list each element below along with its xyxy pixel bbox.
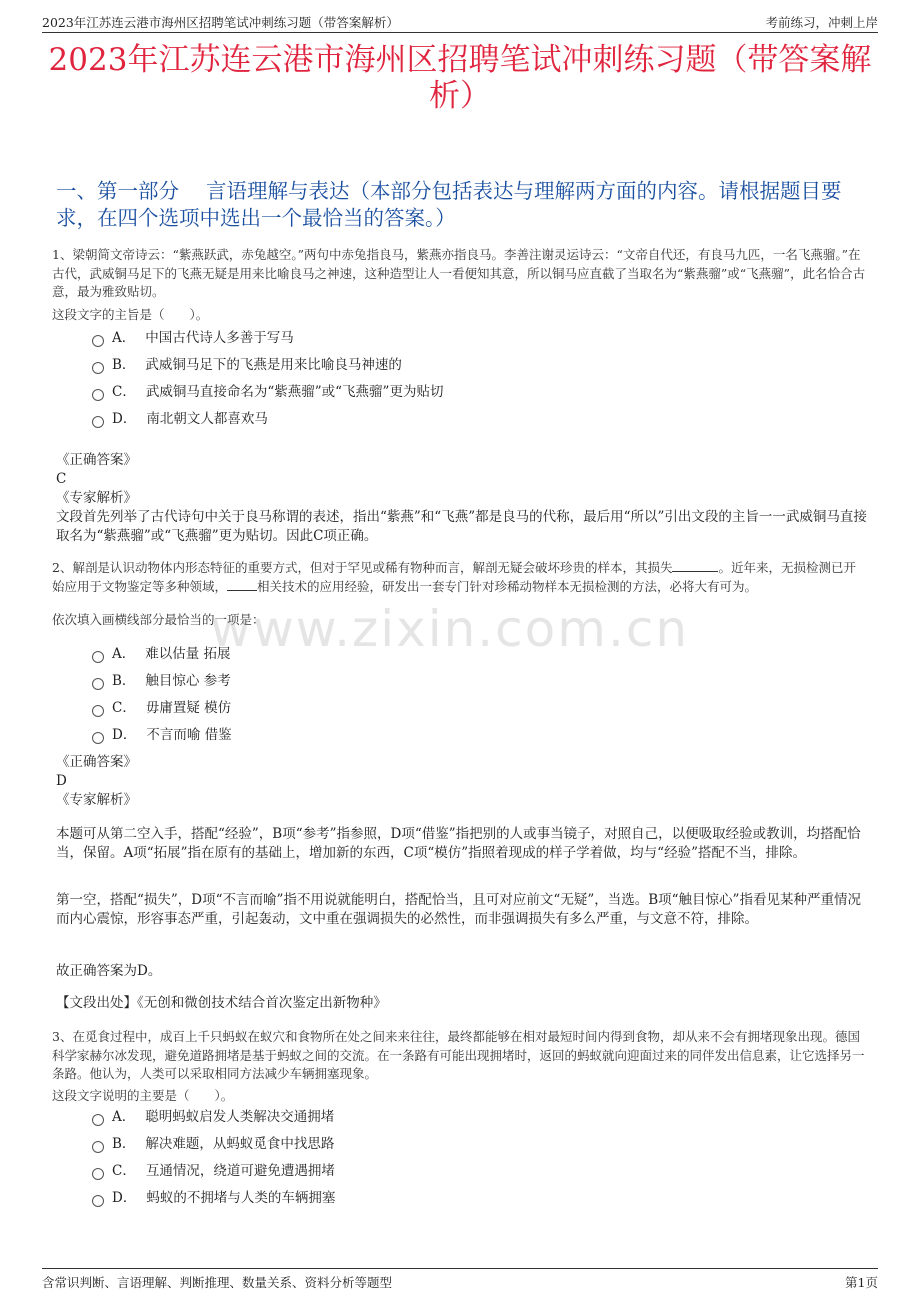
section-heading: 一、第一部分 言语理解与表达（本部分包括表达与理解两方面的内容。请根据题目要求，在四个选项中选出一个最恰当的答案。）	[56, 179, 842, 230]
question-2-options	[92, 645, 232, 753]
radio-icon[interactable]	[92, 1141, 104, 1153]
option-d[interactable]: D． 南北朝文人都喜欢马	[92, 410, 443, 437]
fill-blank-2	[227, 590, 257, 591]
radio-icon[interactable]	[92, 732, 104, 744]
option-b[interactable]: B． 武威铜马足下的飞燕是用来比喻良马神速的	[92, 356, 443, 383]
analysis-conclusion: 故正确答案为D。	[56, 963, 162, 979]
question-2-ask: 依次填入画横线部分最恰当的一项是：	[52, 612, 265, 627]
radio-icon[interactable]	[92, 1168, 104, 1180]
option-a[interactable]: A． 中国古代诗人多善于写马	[92, 329, 443, 356]
question-2-stem: 2、解剖是认识动物体内形态特征的重要方式，但对于罕见或稀有物种而言，解剖无疑会破坏珍贵的样本，其损失 。近年来，无损检测已开始应用于文物鉴定等多种领域， 相关技术的应用经验，研发出一套专门针对珍稀动物样本无损检测的方法，必将大有可为。	[52, 560, 856, 594]
option-c[interactable]: C． 毋庸置疑 模仿	[92, 699, 232, 726]
correct-answer: D	[56, 773, 67, 789]
header-doc-title: 2023年江苏连云港市海州区招聘笔试冲刺练习题（带答案解析）	[42, 15, 399, 30]
radio-icon[interactable]	[92, 1195, 104, 1207]
source-citation: 【文段出处】《无创和微创技术结合首次鉴定出新物种》	[56, 995, 387, 1011]
question-3-options	[92, 1108, 335, 1216]
option-c[interactable]: C． 武威铜马直接命名为“紫燕骝”或“飞燕骝”更为贴切	[92, 383, 443, 410]
question-1-stem: 1、梁朝简文帝诗云：“紫燕跃武，赤兔越空。”两句中赤兔指良马，紫燕亦指良马。李善注谢灵运诗云：“文帝自代还，有良马九匹，一名飞燕骝。”在古代，武威铜马足下的飞燕无疑是用来比喻良马之神速，这种造型让人一看便知其意，所以铜马应直截了当取名为“紫燕骝”或“飞燕骝”，此名恰合古意，最为雅致贴切。	[52, 247, 866, 299]
analysis-label: 《专家解析》	[56, 792, 137, 808]
analysis-paragraph-1: 本题可从第二空入手，搭配“经验”，B项“参考”指参照，D项“借鉴”指把别的人或事当镜子，对照自己，以便吸取经验或教训，均搭配恰当，保留。A项“拓展”指在原有的基础上，增加新的东西，C项“模仿”指照着现成的样子学着做，均与“经验”搭配不当，排除。	[56, 826, 861, 861]
watermark: www.zixin.com.cn	[210, 600, 690, 658]
page-footer	[42, 1268, 878, 1295]
header-slogan: 考前练习，冲刺上岸	[765, 15, 878, 30]
answer-label: 《正确答案》	[56, 754, 137, 770]
footer-description: 含常识判断、言语理解、判断推理、数量关系、资料分析等题型	[42, 1275, 393, 1290]
question-3-stem: 3、在觅食过程中，成百上千只蚂蚁在蚁穴和食物所在处之间来来往往，最终都能够在相对最短时间内得到食物，却从来不会有拥堵现象出现。德国科学家赫尔冰发现，避免道路拥堵是基于蚂蚁之间的交流。在一条路有可能出现拥堵时，返回的蚂蚁就向迎面过来的同伴发出信息素，让它选择另一条路。他认为，人类可以采取相同方法减少车辆拥塞现象。	[52, 1029, 865, 1081]
option-b[interactable]: B． 解决难题，从蚂蚁觅食中找思路	[92, 1135, 335, 1162]
radio-icon[interactable]	[92, 362, 104, 374]
radio-icon[interactable]	[92, 389, 104, 401]
fill-blank-1	[672, 571, 718, 572]
page-number: 第1页	[845, 1275, 878, 1290]
option-c[interactable]: C． 互通情况，绕道可避免遭遇拥堵	[92, 1162, 335, 1189]
document-title: 2023年江苏连云港市海州区招聘笔试冲刺练习题（带答案解析）	[48, 42, 872, 114]
option-d[interactable]: D． 蚂蚁的不拥堵与人类的车辆拥塞	[92, 1189, 335, 1216]
radio-icon[interactable]	[92, 651, 104, 663]
question-2-answer-block	[56, 753, 868, 810]
option-a[interactable]: A． 难以估量 拓展	[92, 645, 232, 672]
question-1-ask: 这段文字的主旨是（ ）。	[52, 307, 209, 322]
option-d[interactable]: D． 不言而喻 借鉴	[92, 726, 232, 753]
radio-icon[interactable]	[92, 335, 104, 347]
option-a[interactable]: A． 聪明蚂蚁启发人类解决交通拥堵	[92, 1108, 335, 1135]
page-header	[42, 10, 878, 33]
option-b[interactable]: B． 触目惊心 参考	[92, 672, 232, 699]
correct-answer: C	[56, 471, 67, 487]
question-1-options	[92, 329, 443, 437]
radio-icon[interactable]	[92, 416, 104, 428]
answer-label: 《正确答案》	[56, 452, 137, 468]
question-1-answer-block	[56, 451, 868, 546]
radio-icon[interactable]	[92, 705, 104, 717]
analysis-text: 文段首先列举了古代诗句中关于良马称谓的表述，指出“紫燕”和“飞燕”都是良马的代称，最后用“所以”引出文段的主旨一一武威铜马直接取名为“紫燕骝”或“飞燕骝”更为贴切。因此C项正确。	[56, 509, 867, 544]
question-3-ask: 这段文字说明的主要是（ ）。	[52, 1088, 234, 1103]
analysis-paragraph-2: 第一空，搭配“损失”，D项“不言而喻”指不用说就能明白，搭配恰当，且可对应前文“无疑”，当选。B项“触目惊心”指看见某种严重情况而内心震惊，形容事态严重，引起轰动，文中重在强调损失的必然性，而非强调损失有多么严重，与文意不符，排除。	[56, 892, 861, 927]
analysis-label: 《专家解析》	[56, 490, 137, 506]
radio-icon[interactable]	[92, 678, 104, 690]
radio-icon[interactable]	[92, 1114, 104, 1126]
